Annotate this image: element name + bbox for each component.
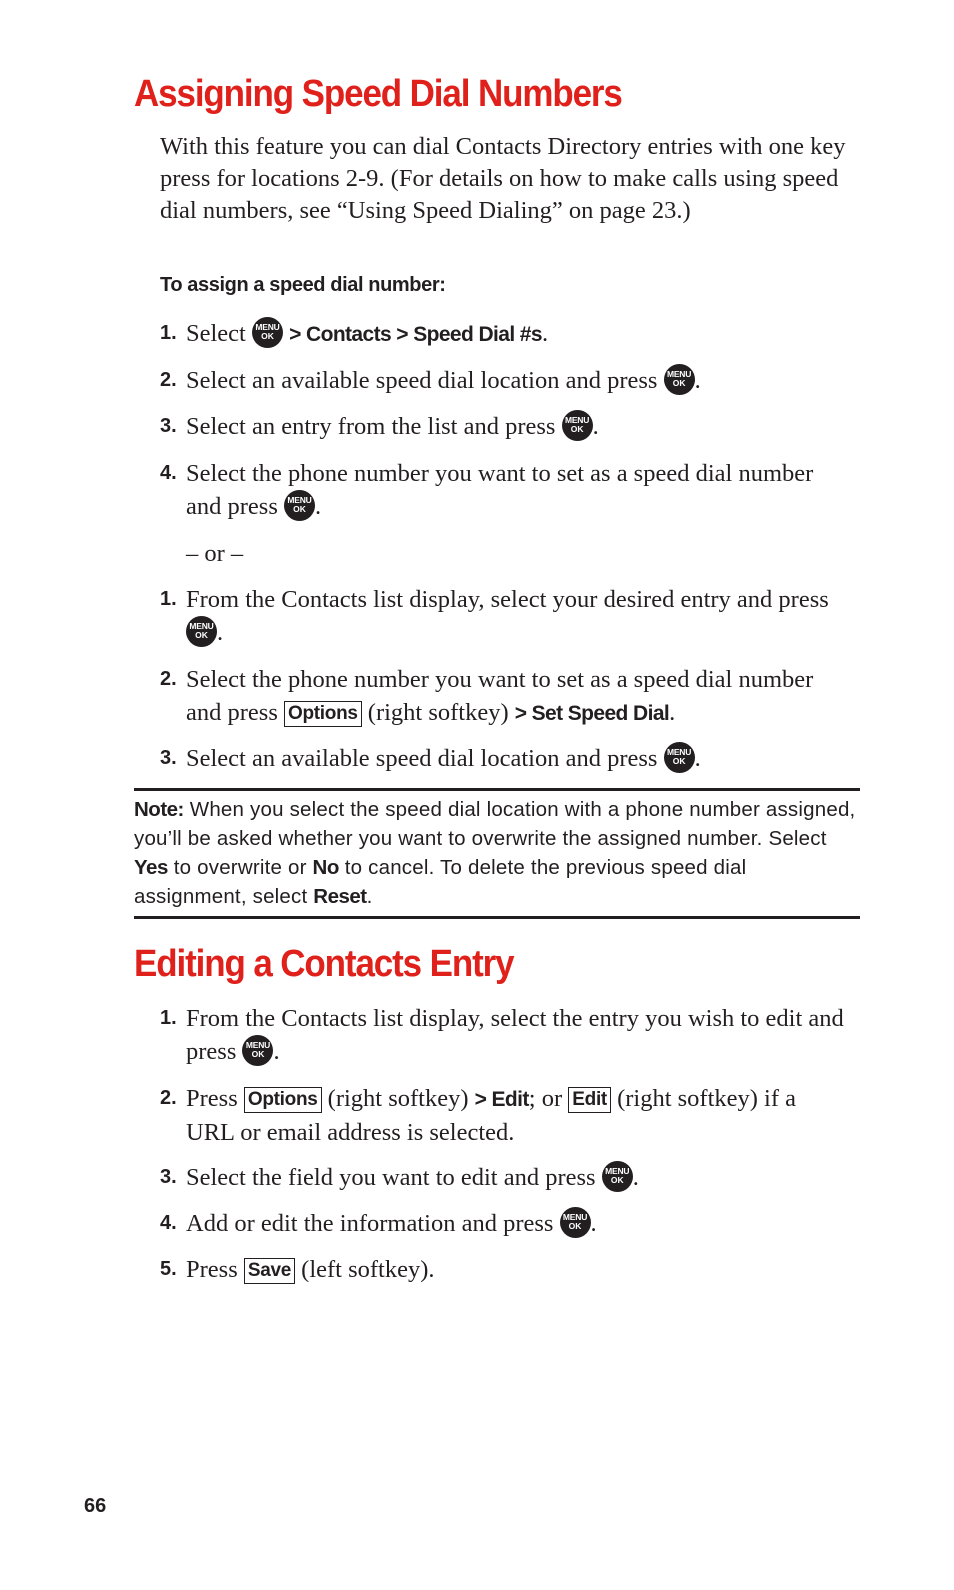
intro-paragraph: With this feature you can dial Contacts Directory entries with one key press for locations 2-9. (For details on how to make calls using speed dial numbers, see “Using Speed Dialing” on page 23.) xyxy=(160,133,846,224)
edit-step-5: 5. Press Save (left softkey). xyxy=(160,1253,850,1286)
step-text: Select an available speed dial location and press xyxy=(186,745,658,772)
step-text: From the Contacts list display, select your desired entry and press xyxy=(186,586,829,613)
edit-step-4: 4. Add or edit the information and press MENU OK . xyxy=(160,1207,850,1240)
step-b-1: 1. From the Contacts list display, select your desired entry and press MENU OK . xyxy=(160,583,850,649)
step-text: Select an entry from the list and press xyxy=(186,413,556,440)
step-number: 5. xyxy=(160,1258,177,1280)
menu-ok-icon: MENU OK xyxy=(186,616,217,647)
menu-ok-icon: MENU OK xyxy=(664,742,695,773)
edit-step-2: 2. Press Options (right softkey) > Edit; or Edit (right softkey) if a URL or email address is selected. xyxy=(160,1082,850,1149)
menu-ok-icon: MENU OK xyxy=(284,490,315,521)
section-title-editing: Editing a Contacts Entry xyxy=(134,943,514,985)
step-b-2: 2. Select the phone number you want to set as a speed dial number and press Options (right softkey) > Set Speed Dial. xyxy=(160,663,850,730)
step-number: 1. xyxy=(160,588,177,610)
step-number: 4. xyxy=(160,462,177,484)
step-a-4: 4. Select the phone number you want to set as a speed dial number and press MENU OK . xyxy=(160,457,850,523)
menu-path: > Edit xyxy=(474,1088,529,1111)
step-number: 3. xyxy=(160,1166,177,1188)
menu-path: > Contacts > Speed Dial #s xyxy=(289,323,542,346)
step-text: Select the field you want to edit and press xyxy=(186,1164,596,1191)
note-box: Note: When you select the speed dial location with a phone number assigned, you’ll be asked whether you want to overwrite the assigned number. Select Yes to overwrite or No to cancel. To delete the previous speed dial assignment, select Reset. xyxy=(134,798,856,908)
save-softkey: Save xyxy=(244,1258,295,1284)
menu-ok-icon: MENU OK xyxy=(602,1161,633,1192)
step-a-2: 2. Select an available speed dial location and press MENU OK . xyxy=(160,364,850,397)
step-number: 2. xyxy=(160,668,177,690)
menu-path: > Set Speed Dial xyxy=(514,702,670,725)
step-text: Add or edit the information and press xyxy=(186,1210,554,1237)
procedure-subheading: To assign a speed dial number: xyxy=(160,274,446,296)
or-separator: – or – xyxy=(186,540,244,567)
edit-softkey: Edit xyxy=(568,1087,611,1113)
step-number: 3. xyxy=(160,747,177,769)
menu-ok-icon: MENU OK xyxy=(562,410,593,441)
menu-ok-icon: MENU OK xyxy=(664,364,695,395)
step-number: 4. xyxy=(160,1212,177,1234)
menu-ok-icon: MENU OK xyxy=(242,1035,273,1066)
page-number: 66 xyxy=(84,1495,107,1517)
section-title-speed-dial: Assigning Speed Dial Numbers xyxy=(134,73,622,115)
step-text: Select an available speed dial location and press xyxy=(186,367,658,394)
note-label: Note: xyxy=(134,798,184,821)
edit-step-1: 1. From the Contacts list display, select the entry you wish to edit and press MENU OK . xyxy=(160,1002,850,1068)
menu-ok-icon: MENU OK xyxy=(560,1207,591,1238)
note-bottom-rule xyxy=(134,916,860,919)
step-number: 1. xyxy=(160,322,177,344)
step-number: 2. xyxy=(160,369,177,391)
step-b-3: 3. Select an available speed dial location and press MENU OK . xyxy=(160,742,850,775)
step-number: 3. xyxy=(160,415,177,437)
edit-step-3: 3. Select the field you want to edit and press MENU OK . xyxy=(160,1161,850,1194)
menu-ok-icon: MENU OK xyxy=(252,317,283,348)
step-number: 1. xyxy=(160,1007,177,1029)
step-a-3: 3. Select an entry from the list and press MENU OK . xyxy=(160,410,850,443)
yes-option: Yes xyxy=(134,856,168,879)
step-text: Select the phone number you want to set as a speed dial number and press xyxy=(186,460,814,520)
step-number: 2. xyxy=(160,1087,177,1109)
step-text: From the Contacts list display, select the entry you wish to edit and press xyxy=(186,1005,844,1065)
step-text: Select xyxy=(186,320,246,347)
step-a-1: 1. Select MENU OK > Contacts > Speed Dial #s. xyxy=(160,317,850,351)
options-softkey: Options xyxy=(284,701,362,727)
reset-option: Reset xyxy=(313,885,367,908)
note-top-rule xyxy=(134,788,860,791)
step-text: Select the phone number you want to set as a speed dial number and press xyxy=(186,666,814,726)
no-option: No xyxy=(312,856,339,879)
options-softkey: Options xyxy=(244,1087,322,1113)
